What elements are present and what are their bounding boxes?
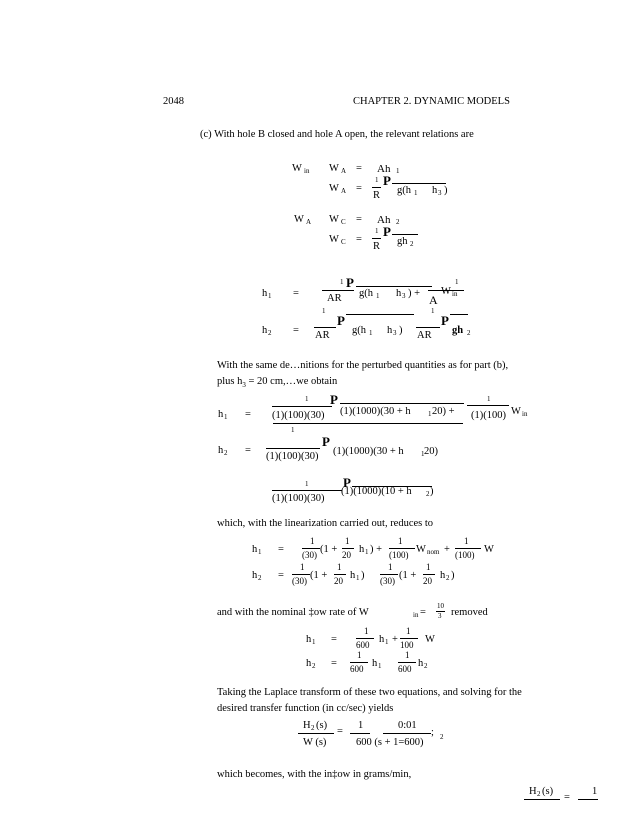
- eq7-radical: P: [330, 392, 338, 407]
- eq11-open2: (1 +: [399, 570, 417, 581]
- laplace-paragraph: Taking the Laplace transform of these two equations, and solving for the desired transfer function (in cc/sec) yields: [217, 687, 522, 715]
- eq8-equals: =: [245, 445, 251, 456]
- nominal-para-a: and with the nominal ‡ow rate of W: [217, 607, 369, 618]
- eq14-f1-exp: 2: [440, 733, 444, 741]
- eq11-f4-den: 20: [423, 576, 432, 586]
- eq10-f2-num: 1: [345, 536, 350, 546]
- eq7-lhs: h: [218, 409, 224, 420]
- eq5-w: W: [441, 286, 451, 297]
- eq12-equals: =: [331, 634, 337, 645]
- eq1-lhs-sub: in: [304, 167, 310, 175]
- eq11-f4-num: 1: [426, 562, 431, 572]
- eq11-end-sub: 2: [446, 574, 450, 582]
- eq4-radical: P: [383, 224, 391, 239]
- eq14-f1-num: 1: [358, 720, 364, 731]
- eq10-w: W: [416, 544, 426, 555]
- eq13-f1-den: 600: [350, 664, 364, 674]
- eq2-rad-body: g(h: [397, 185, 411, 196]
- eq3-minus: W: [329, 214, 339, 225]
- eq10-f4-den: (100): [455, 550, 475, 560]
- eq13-lhs: h: [306, 658, 312, 669]
- eq4-rad-sub: 2: [410, 240, 414, 248]
- eq9-rad-body: (1)(1000)(10 + h: [341, 486, 412, 497]
- eq9-rad-sub: 2: [426, 490, 430, 498]
- eq1-rhs-sub: 1: [396, 167, 400, 175]
- eq6-frac2-den: AR: [417, 330, 432, 341]
- eq10-f1-num: 1: [310, 536, 315, 546]
- nominal-para-sub: in: [413, 611, 419, 619]
- eq15-num: H: [529, 786, 537, 797]
- eq14-den: W (s): [303, 737, 327, 748]
- eq2-frac-den: R: [373, 190, 381, 201]
- eq15-equals: =: [564, 792, 570, 803]
- eq1-minus: W: [329, 163, 339, 174]
- eq1-lhs: W: [292, 163, 302, 174]
- eq15-rhs: 1: [592, 786, 598, 797]
- eq8-radical: P: [322, 434, 330, 449]
- eq6-rad-body: g(h: [352, 325, 366, 336]
- eq7-frac2-den: (1)(100): [471, 410, 506, 421]
- eq6-lhs-sub: 2: [268, 329, 272, 337]
- eq12-w: W: [425, 634, 435, 645]
- eq15-num-sub: 2: [537, 790, 541, 798]
- eq10-f3-den: (100): [389, 550, 409, 560]
- eq11-mid-tail: ): [361, 570, 365, 581]
- eq11-mid-sub: 1: [356, 574, 360, 582]
- perturbed-para-text: With the same de…nitions for the perturbed quantities as for part (b), plus h: [217, 360, 509, 388]
- eq6-rad-sub1: 1: [369, 329, 373, 337]
- eq1-rhs: Ah: [377, 163, 391, 175]
- eq13-equals: =: [331, 658, 337, 669]
- eq14-equals: =: [337, 726, 343, 737]
- eq4-lhs: W: [329, 234, 339, 245]
- perturbed-para-sub: 3: [242, 381, 246, 390]
- eq5-rad-h: h: [396, 288, 402, 299]
- eq10-lhs-sub: 1: [258, 548, 262, 556]
- eq1-equals: =: [356, 163, 362, 174]
- eq6-rad-h: h: [387, 325, 393, 336]
- eq6-den: AR: [315, 330, 330, 341]
- eq10-f1-den: (30): [302, 550, 317, 560]
- eq12-lhs-sub: 1: [312, 638, 316, 646]
- eq13-f1-num: 1: [357, 650, 362, 660]
- eq7-frac2-num: 1: [487, 395, 491, 403]
- perturbed-paragraph: [217, 358, 527, 391]
- footer-paragraph: which becomes, with the in‡ow in grams/min,: [217, 769, 412, 780]
- eq10-mid-sub: 1: [365, 548, 369, 556]
- eq10-f2-den: 20: [342, 550, 351, 560]
- eq6-num: 1: [322, 307, 326, 315]
- eq11-open: (1 +: [310, 570, 328, 581]
- eq10-w2: W: [484, 544, 494, 555]
- eq11-lhs: h: [252, 570, 258, 581]
- eq8-num: 1: [291, 426, 295, 434]
- eq10-w-sub: nom: [427, 548, 440, 556]
- eq13-mid-sub: 1: [378, 662, 382, 670]
- eq1-minus-sub: A: [341, 167, 347, 175]
- eq13-f2-den: 600: [398, 664, 412, 674]
- eq5-w-sub: in: [452, 290, 458, 298]
- eq3-equals: =: [356, 214, 362, 225]
- eq6-rad2-body: gh: [452, 325, 464, 336]
- eq8-rad-body: (1)(1000)(30 + h: [333, 446, 404, 457]
- eq11-f3-den: (30): [380, 576, 395, 586]
- eq7-w-sub: in: [522, 410, 528, 418]
- page-number: 2048: [163, 96, 184, 107]
- nominal-frac-num: 10: [437, 602, 444, 610]
- eq2-rad-sub1: 1: [414, 189, 418, 197]
- eq10-equals: =: [278, 544, 284, 555]
- eq5-rad-sub1: 1: [376, 292, 380, 300]
- eq7-w: W: [511, 406, 521, 417]
- eq3-rhs: Ah: [377, 214, 391, 226]
- eq11-f3-num: 1: [388, 562, 393, 572]
- eq5-rad-sub2: 3: [402, 292, 406, 300]
- eq8-lhs: h: [218, 445, 224, 456]
- nominal-para-eq: =: [420, 607, 426, 618]
- eq4-equals: =: [356, 234, 362, 245]
- eq8-rad-sub: 1: [421, 450, 425, 458]
- linearization-paragraph: which, with the linearization carried out, reduces to: [217, 518, 434, 529]
- eq10-lhs: h: [252, 544, 258, 555]
- eq5-rad-body: g(h: [359, 288, 373, 299]
- eq7-rad-sub: 1: [428, 410, 432, 418]
- eq10-f3-num: 1: [398, 536, 403, 546]
- eq5-frac2-den: A: [429, 293, 438, 307]
- eq13-lhs-sub: 2: [312, 662, 316, 670]
- eq6-rad-close: ): [399, 325, 403, 336]
- eq11-f1-num: 1: [300, 562, 305, 572]
- eq5-num: 1: [340, 278, 344, 286]
- eq11-f2-den: 20: [334, 576, 343, 586]
- eq12-mid: h: [379, 634, 385, 645]
- eq10-mid-tail: ) +: [370, 544, 383, 555]
- eq12-f2-num: 1: [406, 626, 411, 636]
- eq4-lhs-sub: C: [341, 238, 346, 246]
- eq10-mid: h: [359, 544, 365, 555]
- eq14-end: ;: [431, 727, 434, 738]
- eq12-f1-den: 600: [356, 640, 370, 650]
- eq3-lhs-sub: A: [306, 218, 312, 226]
- nominal-frac-den: 3: [438, 612, 442, 620]
- eq11-f2-num: 1: [337, 562, 342, 572]
- eq3-lhs: W: [294, 214, 304, 225]
- eq9-radical: P: [343, 475, 351, 490]
- eq6-frac2-num: 1: [431, 307, 435, 315]
- eq7-den: (1)(100)(30): [272, 410, 325, 421]
- eq6-rad2-sub: 2: [467, 329, 471, 337]
- eq7-equals: =: [245, 409, 251, 420]
- eq11-end: h: [440, 570, 446, 581]
- eq7-num: 1: [305, 395, 309, 403]
- eq8-rad-tail: 20): [424, 446, 438, 457]
- eq5-lhs: h: [262, 288, 268, 299]
- eq6-lhs: h: [262, 325, 268, 336]
- eq11-end-tail: ): [451, 570, 455, 581]
- eq8-lhs-sub: 2: [224, 449, 228, 457]
- eq2-radical: P: [383, 173, 391, 188]
- eq2-lhs: W: [329, 183, 339, 194]
- nominal-para-b: removed: [451, 607, 488, 618]
- eq7-rad-body: (1)(1000)(30 + h: [340, 406, 411, 417]
- eq2-rad-h: h: [432, 185, 438, 196]
- perturbed-para-tail: = 20 cm,…we obtain: [245, 376, 338, 388]
- eq5-equals: =: [293, 288, 299, 299]
- eq5-lhs-sub: 1: [268, 292, 272, 300]
- eq2-frac-num: 1: [375, 176, 379, 184]
- chapter-title: CHAPTER 2. DYNAMIC MODELS: [353, 96, 510, 107]
- eq11-equals: =: [278, 570, 284, 581]
- eq9-rad-close: ): [430, 486, 434, 497]
- eq14-num-sub: 2: [311, 724, 315, 732]
- eq4-rad-body: gh: [397, 236, 408, 247]
- eq6-radical: P: [337, 313, 345, 328]
- eq14-f2-num: 0:01: [398, 720, 417, 731]
- eq2-equals: =: [356, 183, 362, 194]
- eq5-radical: P: [346, 275, 354, 290]
- eq14-num-tail: (s): [316, 720, 328, 731]
- eq3-minus-sub: C: [341, 218, 346, 226]
- eq10-open: (1 +: [320, 544, 338, 555]
- eq5-den: AR: [327, 293, 342, 304]
- eq13-f2-num: 1: [405, 650, 410, 660]
- eq10-f4-num: 1: [464, 536, 469, 546]
- eq5-rad-close: ) +: [408, 288, 421, 299]
- eq14-num: H: [303, 720, 311, 731]
- eq11-lhs-sub: 2: [258, 574, 262, 582]
- eq12-f1-num: 1: [364, 626, 369, 636]
- eq14-f1-den: 600 (s + 1=600): [356, 737, 424, 748]
- eq6-equals: =: [293, 325, 299, 336]
- eq13-end: h: [418, 658, 424, 669]
- eq6-radical2: P: [441, 313, 449, 328]
- eq12-f2-den: 100: [400, 640, 414, 650]
- eq13-end-sub: 2: [424, 662, 428, 670]
- eq2-rad-close: ): [444, 185, 448, 196]
- eq7-lhs-sub: 1: [224, 413, 228, 421]
- eq7-rad-tail: 20) +: [432, 406, 455, 417]
- eq12-plus: +: [392, 634, 398, 645]
- eq9-den: (1)(100)(30): [272, 493, 325, 504]
- eq15-num-tail: (s): [542, 786, 554, 797]
- eq11-f1-den: (30): [292, 576, 307, 586]
- eq4-frac-num: 1: [375, 227, 379, 235]
- eq11-mid: h: [350, 570, 356, 581]
- eq10-plus: +: [444, 544, 450, 555]
- eq6-rad-sub2: 3: [393, 329, 397, 337]
- eq8-den: (1)(100)(30): [266, 451, 319, 462]
- eq2-rad-sub2: 3: [438, 189, 442, 197]
- eq5-frac2-num: 1: [455, 278, 459, 286]
- eq13-mid: h: [372, 658, 378, 669]
- eq3-rhs-sub: 2: [396, 218, 400, 226]
- eq12-mid-sub: 1: [385, 638, 389, 646]
- part-c-intro: (c) With hole B closed and hole A open, the relevant relations are: [200, 129, 474, 140]
- eq9-num: 1: [305, 480, 309, 488]
- eq12-lhs: h: [306, 634, 312, 645]
- eq4-frac-den: R: [373, 241, 381, 252]
- eq2-lhs-sub: A: [341, 187, 347, 195]
